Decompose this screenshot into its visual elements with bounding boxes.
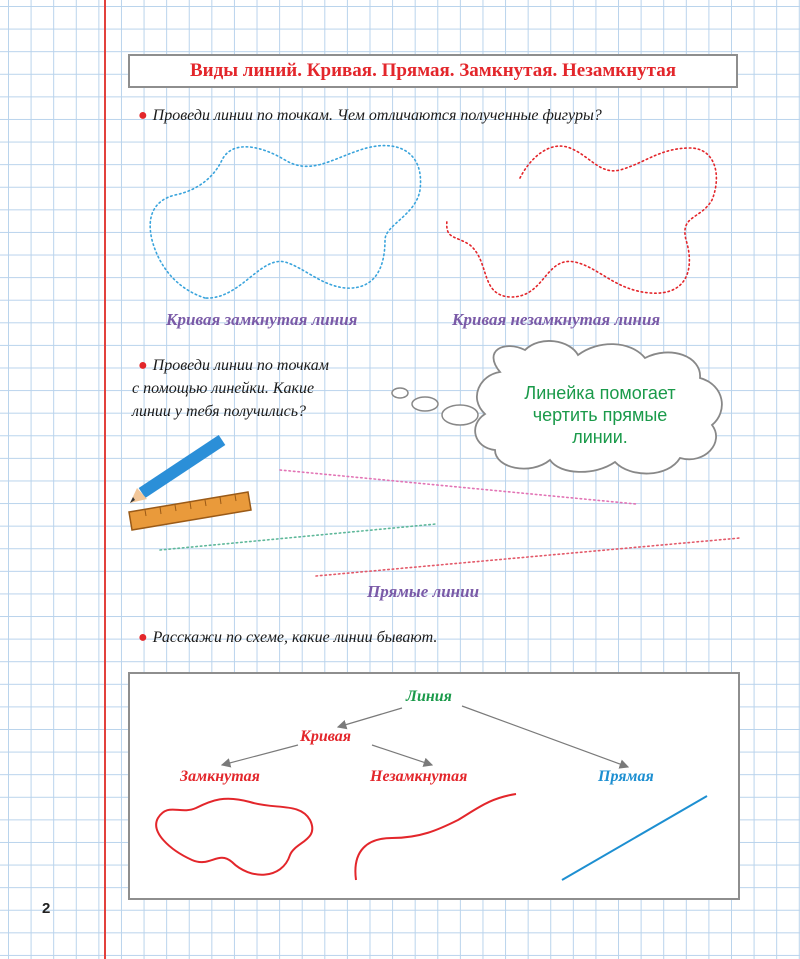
arrow-curve-to-open — [372, 745, 432, 765]
speech-line-2: чертить прямые — [532, 405, 668, 425]
scheme-curve: Кривая — [300, 728, 352, 745]
task-1-text: Проведи линии по точкам. Чем отличаются полученные фигуры? — [152, 107, 602, 124]
scheme-open-curve-example — [355, 794, 516, 880]
page-number: 2 — [42, 900, 51, 917]
bullet-icon: ● — [138, 357, 148, 374]
speech-line-3: линии. — [572, 427, 628, 447]
bullet-icon: ● — [138, 107, 148, 124]
task-2-text-line-2: с помощью линейки. Какие — [132, 380, 315, 397]
arrow-curve-to-closed — [222, 745, 298, 765]
scheme-closed-curve-example — [156, 799, 312, 875]
speech-line-1: Линейка помогает — [524, 383, 676, 403]
arrow-root-to-straight — [462, 706, 628, 767]
caption-closed-curve: Кривая замкнутая линия — [166, 310, 358, 329]
task-3-text: Расскажи по схеме, какие линии бывают. — [152, 629, 438, 646]
scheme-root-line: Линия — [406, 688, 452, 705]
scheme-straight: Прямая — [598, 768, 654, 785]
caption-straight-lines: Прямые линии — [367, 582, 480, 601]
task-2-text-line-1: Проведи линии по точкам — [152, 357, 329, 374]
scheme-closed: Замкнутая — [180, 768, 260, 785]
task-2-text-line-3: линии у тебя получились? — [132, 403, 307, 420]
scheme-open: Незамкнутая — [370, 768, 468, 785]
caption-open-curve: Кривая незамкнутая линия — [452, 310, 661, 329]
bullet-icon: ● — [138, 629, 148, 646]
scheme-straight-line-example — [562, 796, 707, 880]
arrow-root-to-curve — [338, 708, 402, 727]
page-title: Виды линий. Кривая. Прямая. Замкнутая. Незамкнутая — [128, 54, 738, 88]
